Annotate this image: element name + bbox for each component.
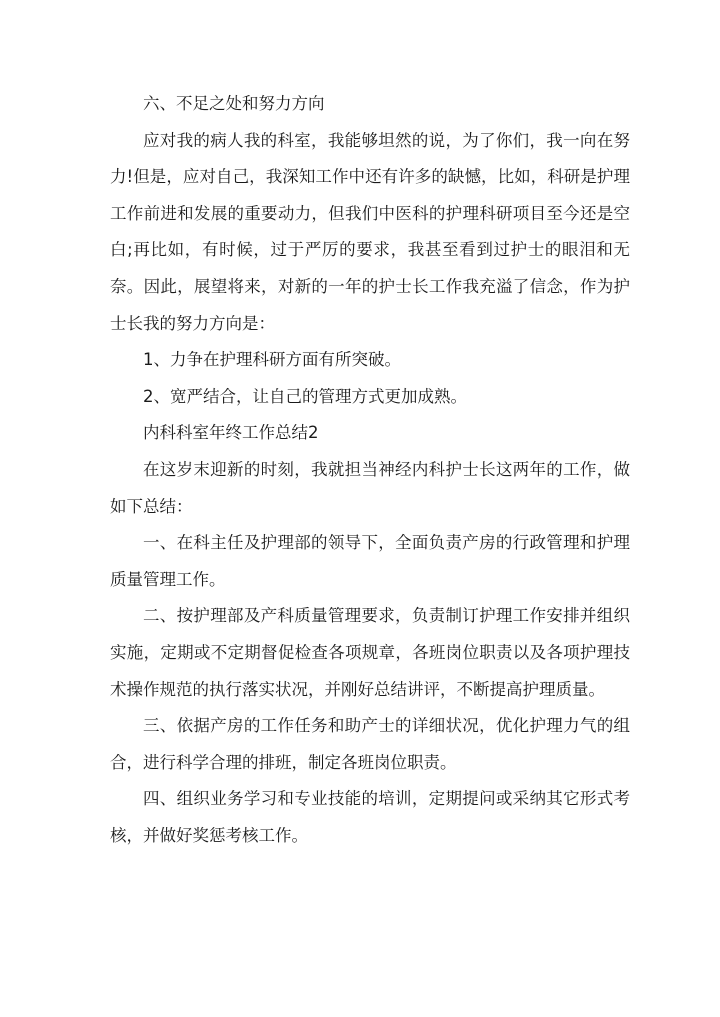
list-item: 1、力争在护理科研方面有所突破。 [143,350,401,370]
body-paragraph: 三、依据产房的工作任务和助产士的详细状况，优化护理力气的组合，进行科学合理的排班，制定各班岗位职责。 [110,716,630,772]
body-paragraph: 应对我的病人我的科室，我能够坦然的说，为了你们，我一向在努力!但是，应对自己，我深知工作中还有许多的缺憾，比如，科研是护理工作前进和发展的重要动力，但我们中医科的护理科研项目至今还是空白;再比如，有时候，过于严厉的要求，我甚至看到过护士的眼泪和无奈。因此，展望将来，对新的一年的护士长工作我充溢了信念，作为护士长我的努力方向是： [110,130,630,333]
list-item: 2、宽严结合，让自己的管理方式更加成熟。 [143,386,467,406]
document-body [110,86,630,854]
body-paragraph: 二、按护理部及产科质量管理要求，负责制订护理工作安排并组织实施，定期或不定期督促检查各项规章，各班岗位职责以及各项护理技术操作规范的执行落实状况，并刚好总结讲评，不断提高护理质量。 [110,606,630,699]
body-paragraph: 四、组织业务学习和专业技能的培训，定期提问或采纳其它形式考核，并做好奖惩考核工作。 [110,789,630,845]
body-paragraph: 在这岁末迎新的时刻，我就担当神经内科护士长这两年的工作，做如下总结： [110,459,630,516]
document-subtitle: 内科科室年终工作总结2 [143,423,319,443]
section-heading-shortcomings: 六、不足之处和努力方向 [143,94,325,113]
body-paragraph: 一、在科主任及护理部的领导下，全面负责产房的行政管理和护理质量管理工作。 [110,533,630,589]
